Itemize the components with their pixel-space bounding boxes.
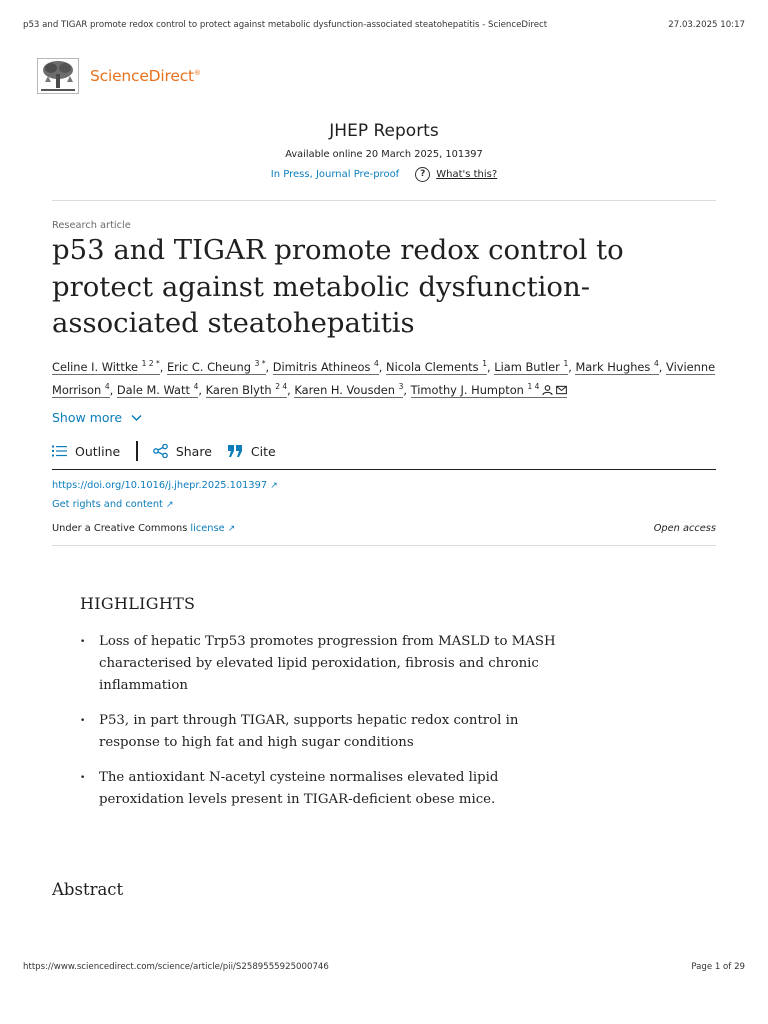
author-name: Eric C. Cheung <box>166 359 251 374</box>
abstract-heading: Abstract <box>52 880 124 899</box>
quote-icon <box>228 445 243 457</box>
availability-date: Available online 20 March 2025, 101397 <box>285 149 483 160</box>
author-name: Dale M. Watt <box>116 382 190 397</box>
show-more-label: Show more <box>52 410 123 425</box>
author-name: Timothy J. Humpton <box>410 382 524 397</box>
author-name: Vivienne Morrison <box>52 359 716 397</box>
author-name: Liam Butler <box>494 359 560 374</box>
toolbar-divider <box>52 469 716 470</box>
print-url: https://www.sciencedirect.com/science/article/pii/S2589555925000746 <box>23 962 329 972</box>
author-affiliation: 1 4 <box>527 381 540 391</box>
author-affiliation: 1 2 * <box>141 359 160 368</box>
author-link[interactable] <box>273 360 379 375</box>
share-label: Share <box>175 443 212 459</box>
chevron-down-icon <box>131 414 142 422</box>
license-prefix: Under a Creative Commons <box>52 523 191 534</box>
license-link[interactable]: license ↗ <box>190 523 236 534</box>
journal-title[interactable]: JHEP Reports <box>329 121 439 141</box>
author-name: Dimitris Athineos <box>272 359 371 374</box>
author-link[interactable] <box>117 383 198 398</box>
highlights-list <box>80 631 570 824</box>
article-toolbar <box>52 441 276 461</box>
toolbar-separator <box>136 441 138 461</box>
article-title: p53 and TIGAR promote redox control to protect against metabolic dysfunction-associated steatohepatitis <box>52 234 624 339</box>
author-name: Karen H. Vousden <box>294 382 395 397</box>
author-name: Nicola Clements <box>386 359 479 374</box>
author-affiliation: 4 <box>374 359 379 368</box>
external-link-icon: ↗ <box>166 500 174 510</box>
highlight-item: • P53, in part through TIGAR, supports hepatic redox control in response to high fat and high sugar conditions <box>80 710 570 754</box>
author-affiliation: 4 <box>193 381 199 391</box>
highlight-item: • The antioxidant N-acetyl cysteine normalises elevated lipid peroxidation levels present in TIGAR-deficient obese mice. <box>80 767 570 811</box>
author-name: Mark Hughes <box>575 359 651 374</box>
rights-link[interactable]: Get rights and content ↗ <box>52 499 174 510</box>
cite-label: Cite <box>250 443 276 459</box>
author-link[interactable] <box>386 360 487 375</box>
highlights-heading: HIGHLIGHTS <box>80 594 196 613</box>
print-page-title: p53 and TIGAR promote redox control to protect against metabolic dysfunction-associated steatohepatitis - ScienceDirect <box>23 20 548 30</box>
author-affiliation: 3 <box>398 381 404 391</box>
highlight-item: • Loss of hepatic Trp53 promotes progression from MASLD to MASH characterised by elevated lipid peroxidation, fibrosis and chronic inflammation <box>80 631 570 697</box>
author-affiliation: 3 * <box>254 359 266 368</box>
license-line <box>52 523 235 534</box>
external-link-icon: ↗ <box>227 524 236 534</box>
author-affiliation: 1 <box>563 359 569 368</box>
pre-proof-link[interactable]: In Press, Journal Pre-proof <box>270 169 400 180</box>
logo-wordmark: ScienceDirect® <box>90 67 201 85</box>
show-more-button[interactable] <box>52 410 142 425</box>
share-button[interactable] <box>153 444 212 459</box>
doi-link[interactable]: https://doi.org/10.1016/j.jhepr.2025.101397 ↗ <box>52 480 278 491</box>
author-link[interactable] <box>294 383 403 398</box>
meta-divider <box>52 545 716 546</box>
whats-this-link[interactable]: What's this? <box>436 169 498 180</box>
article-type: Research article <box>52 220 131 231</box>
share-icon <box>153 444 168 458</box>
pre-proof-row <box>0 167 768 182</box>
sciencedirect-logo[interactable] <box>37 58 201 94</box>
author-link[interactable] <box>167 360 266 375</box>
author-link[interactable] <box>206 383 288 398</box>
open-access-label: Open access <box>653 523 716 534</box>
outline-label: Outline <box>75 443 121 459</box>
author-link[interactable] <box>52 360 160 375</box>
author-list: Celine I. Wittke $^{1 2 *}$, Eric C. Cheung $^{3 *}$, Dimitris Athineos $^4$, Nicola Clements $^1$, Liam Butler $^1$, Mark Hughes $^4$, Vivienne Morrison $^4$, Dale M. Watt $^4$, Karen Blyth $^{2 4}$, Karen H. Vousden $^3$, Timothy J. Humpton $^{1 4}$ <box>52 359 716 397</box>
author-link[interactable] <box>411 383 568 398</box>
author-link[interactable] <box>575 360 658 375</box>
author-link[interactable] <box>494 360 568 375</box>
author-name: Karen Blyth <box>205 382 272 397</box>
question-circle-icon[interactable]: ? <box>415 167 430 182</box>
print-datetime: 27.03.2025 10:17 <box>668 20 745 30</box>
cite-button[interactable] <box>228 444 276 459</box>
elsevier-tree-icon <box>37 58 79 94</box>
print-page-number: Page 1 of 29 <box>691 962 745 972</box>
outline-button[interactable] <box>52 444 120 459</box>
header-divider <box>52 200 716 201</box>
author-affiliation: 4 <box>654 359 659 368</box>
external-link-icon: ↗ <box>270 481 278 491</box>
author-affiliation: 2 4 <box>275 381 288 391</box>
author-affiliation: 1 <box>482 359 487 368</box>
author-name: Celine I. Wittke <box>52 359 139 374</box>
person-icon <box>542 385 553 395</box>
envelope-icon <box>556 385 567 395</box>
list-icon <box>52 445 67 457</box>
author-affiliation: 4 <box>104 381 110 391</box>
